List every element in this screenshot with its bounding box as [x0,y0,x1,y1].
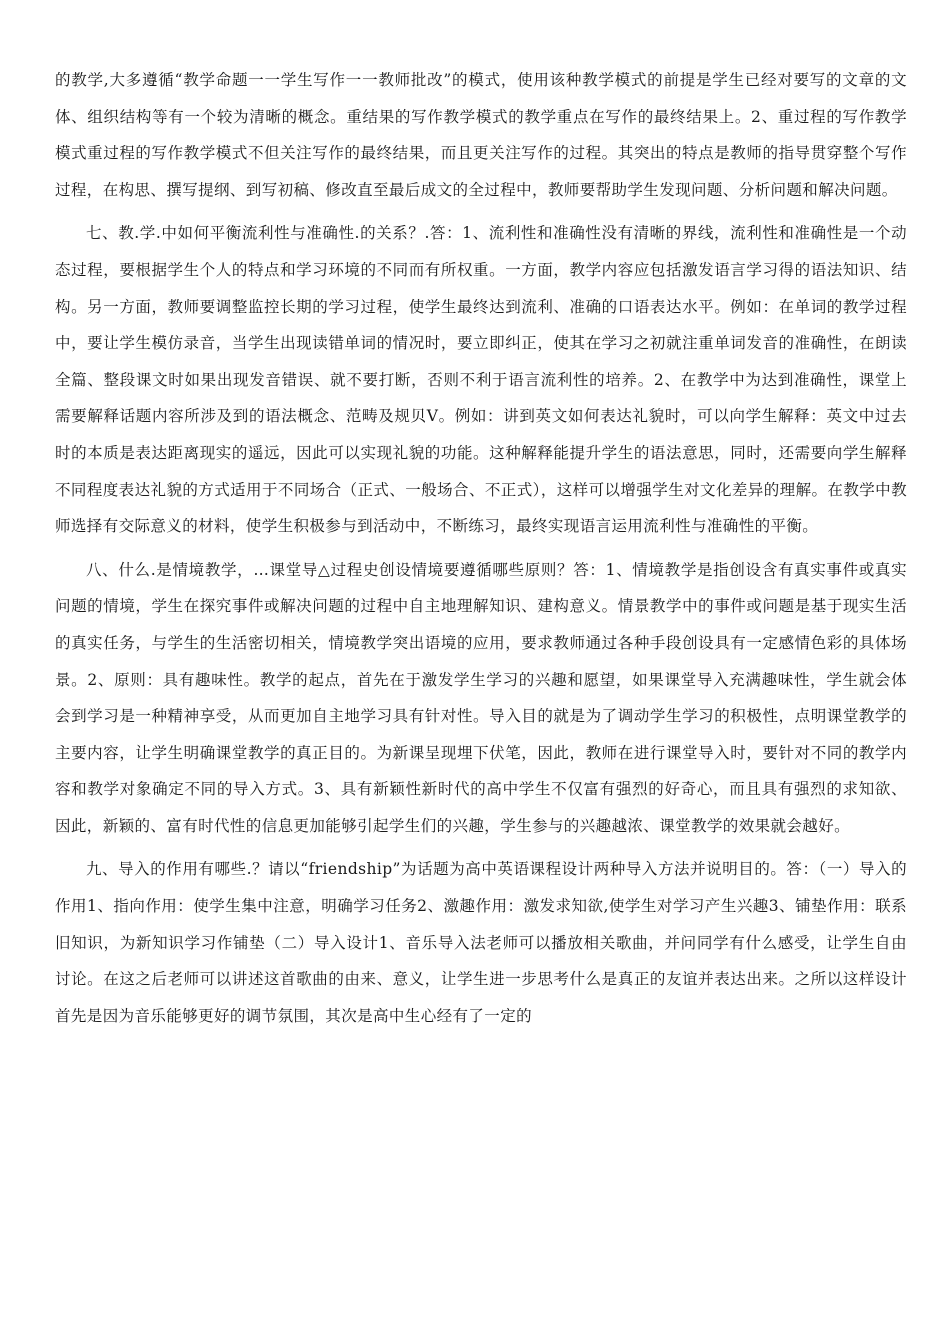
document-page [55,62,907,1041]
paragraph-writing-models: 的教学,大多遵循“教学命题一一学生写作一一教师批改”的模式，使用该种教学模式的前提是学生已经对要写的文章的文体、组织结构等有一个较为清晰的概念。重结果的写作教学模式的教学重点在写作的最终结果上。2、重过程的写作教学模式重过程的写作教学模式不但关注写作的最终结果，而且更关注写作的过程。其突出的特点是教师的指导贯穿整个写作过程，在构思、撰写提纲、到写初稿、修改直至最后成文的全过程中，教师要帮助学生发现问题、分析问题和解决问题。 [55,71,907,199]
paragraph-fluency-accuracy: 七、教.学.中如何平衡流利性与准确性.的关系？.答：1、流利性和准确性没有清晰的界线，流利性和准确性是一个动态过程，要根据学生个人的特点和学习环境的不同而有所权重。一方面，教学内容应包括激发语言学习得的语法知识、结构。另一方面，教师要调整监控长期的学习过程，使学生最终达到流利、准确的口语表达水平。例如：在单词的教学过程中，要让学生模仿录音，当学生出现读错单词的情况时，要立即纠正，使其在学习之初就注重单词发音的准确性，在朗读全篇、整段课文时如果出现发音错误、就不要打断，否则不利于语言流利性的培养。2、在教学中为达到准确性，课堂上需要解释话题内容所涉及到的语法概念、范畴及规贝V。例如：讲到英文如何表达礼貌时，可以向学生解释：英文中过去时的本质是表达距离现实的遥远，因此可以实现礼貌的功能。这种解释能提升学生的语法意思，同时，还需要向学生解释不同程度表达礼貌的方式适用于不同场合（正式、一般场合、不正式），这样可以增强学生对文化差异的理解。在教学中教师选择有交际意义的材料，使学生积极参与到活动中，不断练习，最终实现语言运用流利性与准确性的平衡。 [55,224,907,536]
paragraph-situational-teaching: 八、什么.是情境教学，…课堂导△过程史创设情境要遵循哪些原则？答：1、情境教学是指创设含有真实事件或真实问题的情境，学生在探究事件或解决问题的过程中自主地理解知识、建构意义。情景教学中的事件或问题是基于现实生活的真实任务，与学生的生活密切相关，情境教学突出语境的应用，要求教师通过各种手段创设具有一定感情色彩的具体场景。2、原则：具有趣味性。教学的起点，首先在于激发学生学习的兴趣和愿望，如果课堂导入充满趣味性，学生就会体会到学习是一种精神享受，从而更加自主地学习具有针对性。导入目的就是为了调动学生学习的积极性，点明课堂教学的主要内容，让学生明确课堂教学的真正目的。为新课呈现埋下伏笔，因此，教师在进行课堂导入时，要针对不同的教学内容和教学对象确定不同的导入方式。3、具有新颖性新时代的高中学生不仅富有强烈的好奇心，而且具有强烈的求知欲、因此，新颖的、富有时代性的信息更加能够引起学生们的兴趣，学生参与的兴趣越浓、课堂教学的效果就会越好。 [55,560,907,835]
paragraph-lesson-introduction: 九、导入的作用有哪些.？请以“friendship”为话题为高中英语课程设计两种导入方法并说明目的。答：（一）导入的作用1、指向作用：使学生集中注意，明确学习任务2、激趣作用：激发求知欲,使学生对学习产生兴趣3、铺垫作用：联系旧知识，为新知识学习作铺垫（二）导入设计1、音乐导入法老师可以播放相关歌曲，并问同学有什么感受，让学生自由讨论。在这之后老师可以讲述这首歌曲的由来、意义，让学生进一步思考什么是真正的友谊并表达出来。之所以这样设计首先是因为音乐能够更好的调节氛围，其次是高中生心经有了一定的 [55,860,907,1025]
